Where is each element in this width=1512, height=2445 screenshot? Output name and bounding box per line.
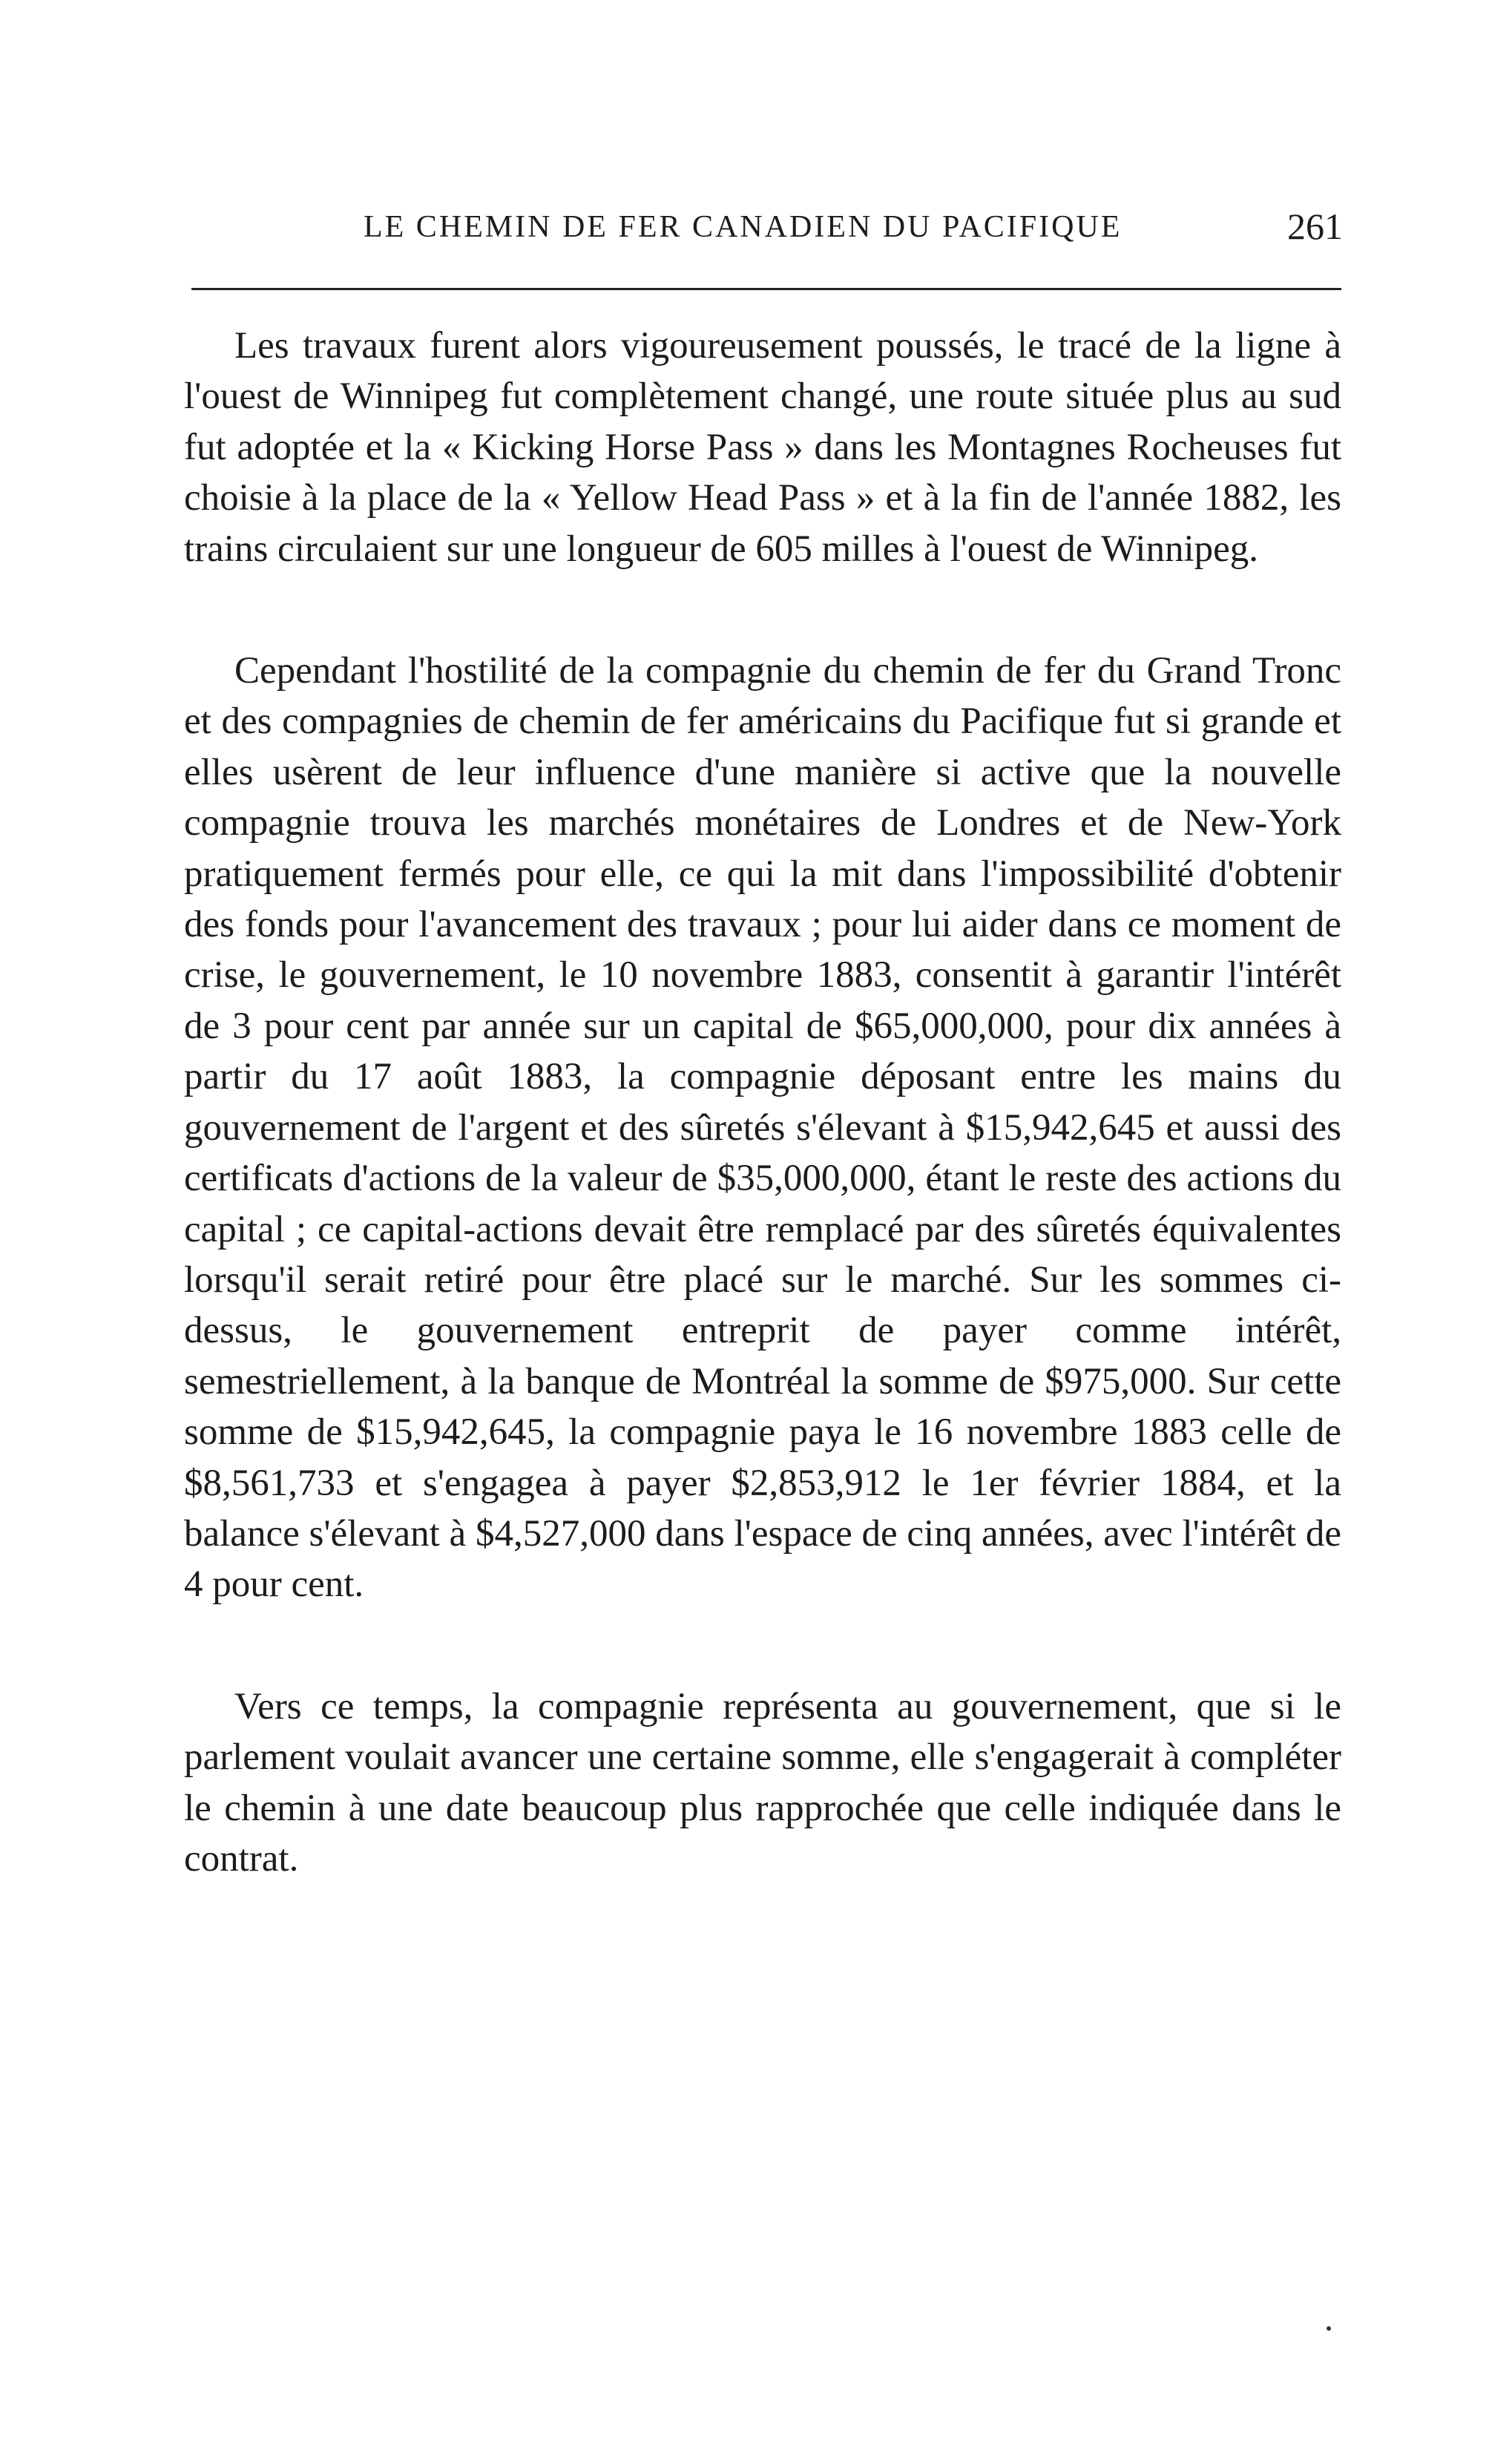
running-title: LE CHEMIN DE FER CANADIEN DU PACIFIQUE <box>364 210 1123 244</box>
page-number: 261 <box>1287 206 1343 247</box>
printer-mark <box>1327 2326 1331 2331</box>
paragraph: Vers ce temps, la compagnie représenta au gouvernement, que si le parlement voulait avancer une certaine somme, elle s'engagerait à compléter le chemin à une date beaucoup plus rapprochée que celle indiquée dans le contrat. <box>184 1685 1341 1880</box>
paragraph: Cependant l'hostilité de la compagnie du chemin de fer du Grand Tronc et des compagnies de chemin de fer américains du Pacifique fut si grande et elles usèrent de leur influence d'une manière si active que la nouvelle compagnie trouva les marchés monétaires de Londres et de New-York pratiquement fermés pour elle, ce qui la mit dans l'impossibilité d'obtenir des fonds pour l'avancement des travaux ; pour lui aider dans ce moment de crise, le gouvernement, le 10 novembre 1883, consentit à garantir l'intérêt de 3 pour cent par année sur un capital de $65,000,000, pour dix années à partir du 17 août 1883, la compagnie déposant entre les mains du gouvernement de l'argent et des sûretés s'élevant à $15,942,645 et aussi des certificats d'actions de la valeur de $35,000,000, étant le reste des actions du capital ; ce capital-actions devait être remplacé par des sûretés équivalentes lorsqu'il serait retiré pour être placé sur le marché. Sur les sommes ci-dessus, le gouvernement entreprit de payer comme intérêt, semestriellement, à la banque de Montréal la somme de $975,000. Sur cette somme de $15,942,645, la compagnie paya le 16 novembre 1883 celle de $8,561,733 et s'engagea à payer $2,853,912 le 1er février 1884, et la balance s'élevant à $4,527,000 dans l'espace de cinq années, avec l'intérêt de 4 pour cent. <box>184 650 1341 1606</box>
body-text <box>184 321 1341 1884</box>
header-rule <box>191 288 1341 290</box>
page-header <box>364 206 1343 254</box>
paragraph: Les travaux furent alors vigoureusement poussés, le tracé de la ligne à l'ouest de Winnipeg fut complètement changé, une route située plus au sud fut adoptée et la « Kicking Horse Pass » dans les Montagnes Rocheuses fut choisie à la place de la « Yellow Head Pass » et à la fin de l'année 1882, les trains circulaient sur une longueur de 605 milles à l'ouest de Winnipeg. <box>184 325 1341 570</box>
